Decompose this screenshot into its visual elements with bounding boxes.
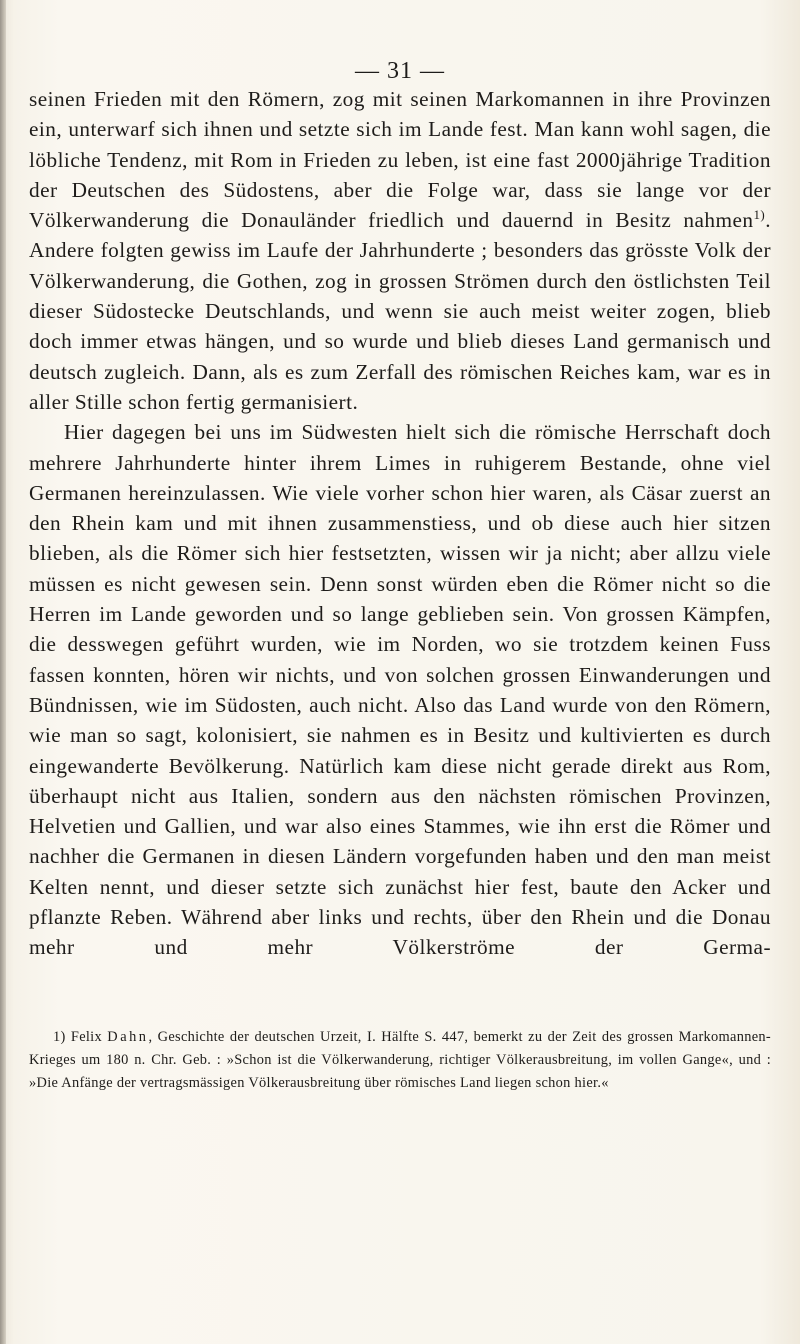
paragraph-1-continuation: . Andere folgten gewiss im Laufe der Jahrhunderte ; besonders das grösste Volk der Völkerwanderung, die Gothen, zog in grossen Strömen durch den östlichsten Teil dieser Südostecke Deutschlands, und wenn sie auch meist weiter zogen, blieb doch immer etwas hängen, und so wurde und blieb dieses Land germanisch und deutsch zugleich. Dann, als es zum Zerfall des römischen Reiches kam, war es in aller Stille schon fertig germanisiert. xyxy=(29,208,771,414)
footnote-reference: 1) xyxy=(753,207,766,223)
footnote-marker: 1) Felix xyxy=(53,1029,102,1045)
page-number: — 31 — xyxy=(355,58,445,84)
footnotes xyxy=(29,1026,771,1096)
footnote-1 xyxy=(29,1026,771,1096)
footnote-author: Dahn xyxy=(107,1029,149,1045)
footnote-text: , Geschichte der deutschen Urzeit, I. Hälfte S. 447, bemerkt zu der Zeit des grossen Markomannen-Krieges um 180 n. Chr. Geb. : »Schon ist die Völkerwanderung, richtiger Völkerausbreitung, im vollen Gange«, und : »Die Anfänge der vertragsmässigen Völkerausbreitung über römisches Land liegen schon hier.« xyxy=(29,1029,771,1092)
main-text xyxy=(29,84,771,963)
paragraph-1-text: seinen Frieden mit den Römern, zog mit seinen Markomannen in ihre Provinzen ein, unterwarf sich ihnen und setzte sich im Lande fest. Man kann wohl sagen, die löbliche Tendenz, mit Rom in Frieden zu leben, ist eine fast 2000jährige Tradition der Deutschen des Südostens, aber die Folge war, dass sie lange vor der Völkerwanderung die Donauländer friedlich und dauernd in Besitz nahmen xyxy=(29,87,771,233)
paragraph-1 xyxy=(29,84,771,417)
page-binding-edge xyxy=(0,0,6,1344)
paragraph-2: Hier dagegen bei uns im Südwesten hielt sich die römische Herrschaft doch mehrere Jahrhunderte hinter ihrem Limes in ruhigerem Bestande, ohne viel Germanen hereinzulassen. Wie viele vorher schon hier waren, als Cäsar zuerst an den Rhein kam und mit ihnen zusammenstiess, und ob diese auch hier sitzen blieben, als die Römer sich hier festsetzten, wissen wir ja nicht; aber allzu viele müssen es nicht gewesen sein. Denn sonst würden eben die Römer nicht so die Herren im Lande geworden und so lange geblieben sein. Von grossen Kämpfen, die desswegen geführt wurden, wie im Norden, wo sie trotzdem keinen Fuss fassen konnten, hören wir nichts, und von solchen grossen Einwanderungen und Bündnissen, wie im Südosten, auch nicht. Also das Land wurde von den Römern, wie man so sagt, kolonisiert, sie nahmen es in Besitz und kultivierten es durch eingewanderte Bevölkerung. Natürlich kam diese nicht gerade direkt aus Rom, überhaupt nicht aus Italien, sondern aus den nächsten römischen Provinzen, Helvetien und Gallien, und war also eines Stammes, wie ihn erst die Römer und nachher die Germanen in diesen Ländern vorgefunden haben und den man meist Kelten nennt, und dieser setzte sich zunächst hier fest, baute den Acker und pflanzte Reben. Während aber links und rechts, über den Rhein und die Donau mehr und mehr Völkerströme der Germa- xyxy=(29,420,771,960)
